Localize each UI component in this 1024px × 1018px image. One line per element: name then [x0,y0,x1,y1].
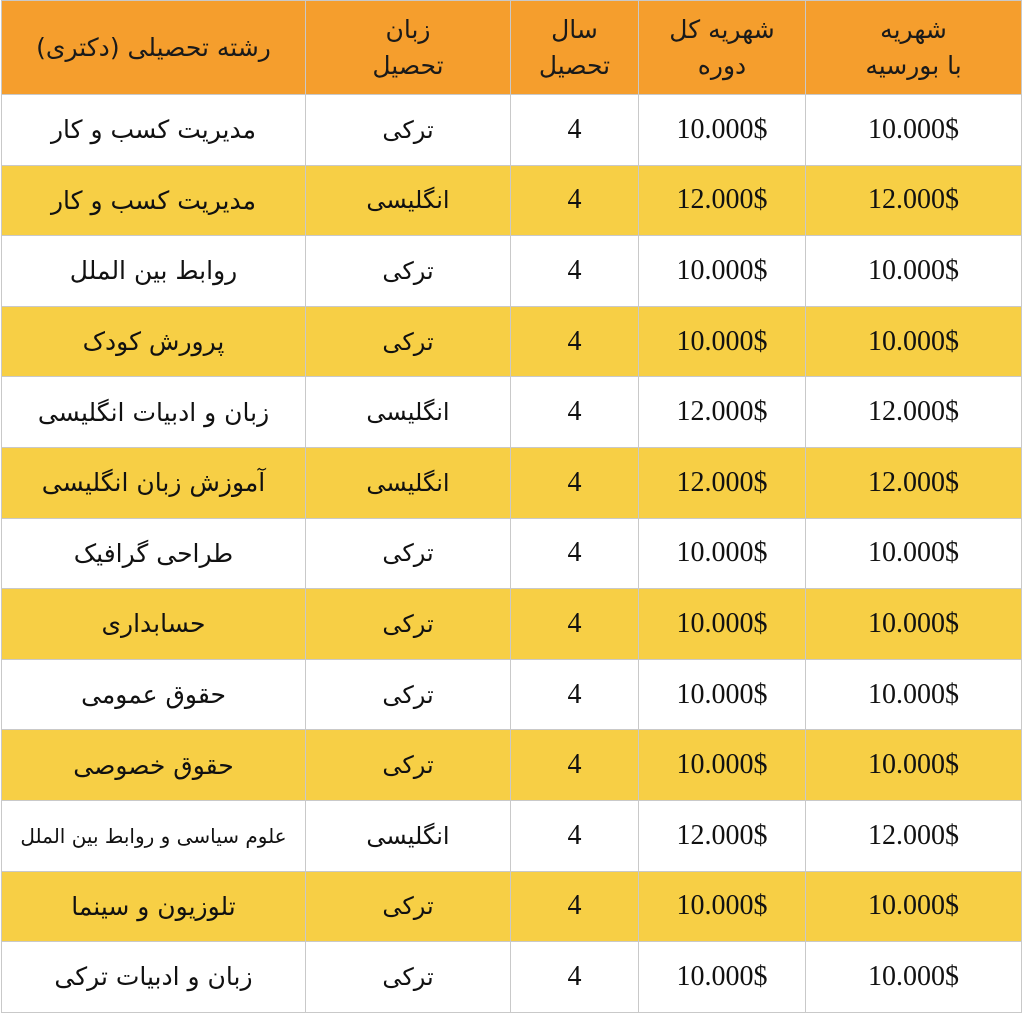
tuition-table [1,0,1022,1013]
language-cell: انگلیسی [306,377,511,448]
study-years-cell: 4 [511,95,639,166]
total-tuition-cell: 10.000$ [639,306,806,377]
scholarship-tuition-cell: 10.000$ [806,659,1022,730]
language-cell: ترکی [306,518,511,589]
header-line: با بورسیه [865,50,962,80]
table-row [2,95,1022,166]
scholarship-tuition-cell: 10.000$ [806,871,1022,942]
study-years-cell: 4 [511,377,639,448]
scholarship-tuition-cell: 10.000$ [806,589,1022,660]
table-row [2,589,1022,660]
header-total-tuition [639,1,806,95]
language-cell: ترکی [306,95,511,166]
study-years-cell: 4 [511,236,639,307]
subject-cell: زبان و ادبیات ترکی [2,942,306,1013]
scholarship-tuition-cell: 12.000$ [806,447,1022,518]
language-cell: انگلیسی [306,165,511,236]
table-row [2,165,1022,236]
total-tuition-cell: 12.000$ [639,800,806,871]
total-tuition-cell: 10.000$ [639,518,806,589]
language-cell: ترکی [306,589,511,660]
language-cell: ترکی [306,730,511,801]
table-row [2,871,1022,942]
scholarship-tuition-cell: 10.000$ [806,306,1022,377]
table-row [2,800,1022,871]
table-row [2,942,1022,1013]
header-line: رشته تحصیلی (دکتری) [36,32,271,62]
table-row [2,730,1022,801]
header-line: دوره [697,50,747,80]
header-subject [2,1,306,95]
scholarship-tuition-cell: 10.000$ [806,942,1022,1013]
study-years-cell: 4 [511,589,639,660]
subject-cell: زبان و ادبیات انگلیسی [2,377,306,448]
study-years-cell: 4 [511,730,639,801]
subject-cell: آموزش زبان انگلیسی [2,447,306,518]
total-tuition-cell: 10.000$ [639,589,806,660]
scholarship-tuition-cell: 12.000$ [806,165,1022,236]
study-years-cell: 4 [511,659,639,730]
header-line: تحصیل [372,50,444,80]
language-cell: ترکی [306,942,511,1013]
table-body [2,95,1022,1013]
total-tuition-cell: 10.000$ [639,236,806,307]
header-line: شهریه کل [669,14,775,44]
header-line: تحصیل [538,50,611,80]
header-line: سال [551,14,598,44]
subject-cell: حقوق خصوصی [2,730,306,801]
subject-cell: حقوق عمومی [2,659,306,730]
total-tuition-cell: 12.000$ [639,165,806,236]
table-row [2,447,1022,518]
header-study-years [511,1,639,95]
subject-cell: حسابداری [2,589,306,660]
language-cell: ترکی [306,236,511,307]
language-cell: انگلیسی [306,800,511,871]
study-years-cell: 4 [511,165,639,236]
total-tuition-cell: 10.000$ [639,659,806,730]
total-tuition-cell: 10.000$ [639,730,806,801]
table-row [2,377,1022,448]
subject-cell: پرورش کودک [2,306,306,377]
header-study-language [306,1,511,95]
language-cell: ترکی [306,659,511,730]
table-row [2,659,1022,730]
language-cell: ترکی [306,871,511,942]
study-years-cell: 4 [511,306,639,377]
study-years-cell: 4 [511,942,639,1013]
table-row [2,518,1022,589]
subject-cell: طراحی گرافیک [2,518,306,589]
header-scholarship-tuition [806,1,1022,95]
study-years-cell: 4 [511,800,639,871]
subject-cell: مدیریت کسب و کار [2,95,306,166]
study-years-cell: 4 [511,518,639,589]
total-tuition-cell: 10.000$ [639,942,806,1013]
subject-cell: مدیریت کسب و کار [2,165,306,236]
table-row [2,306,1022,377]
language-cell: انگلیسی [306,447,511,518]
header-line: شهریه [880,14,947,44]
table-header [2,1,1022,95]
subject-cell: تلوزیون و سینما [2,871,306,942]
scholarship-tuition-cell: 10.000$ [806,730,1022,801]
study-years-cell: 4 [511,447,639,518]
total-tuition-cell: 12.000$ [639,377,806,448]
scholarship-tuition-cell: 10.000$ [806,236,1022,307]
total-tuition-cell: 10.000$ [639,871,806,942]
scholarship-tuition-cell: 10.000$ [806,95,1022,166]
language-cell: ترکی [306,306,511,377]
table-row [2,236,1022,307]
subject-cell: روابط بین الملل [2,236,306,307]
total-tuition-cell: 10.000$ [639,95,806,166]
study-years-cell: 4 [511,871,639,942]
scholarship-tuition-cell: 12.000$ [806,377,1022,448]
header-line: زبان [385,14,431,44]
subject-cell: علوم سیاسی و روابط بین الملل [2,800,306,871]
header-row [2,1,1022,95]
total-tuition-cell: 12.000$ [639,447,806,518]
scholarship-tuition-cell: 12.000$ [806,800,1022,871]
scholarship-tuition-cell: 10.000$ [806,518,1022,589]
